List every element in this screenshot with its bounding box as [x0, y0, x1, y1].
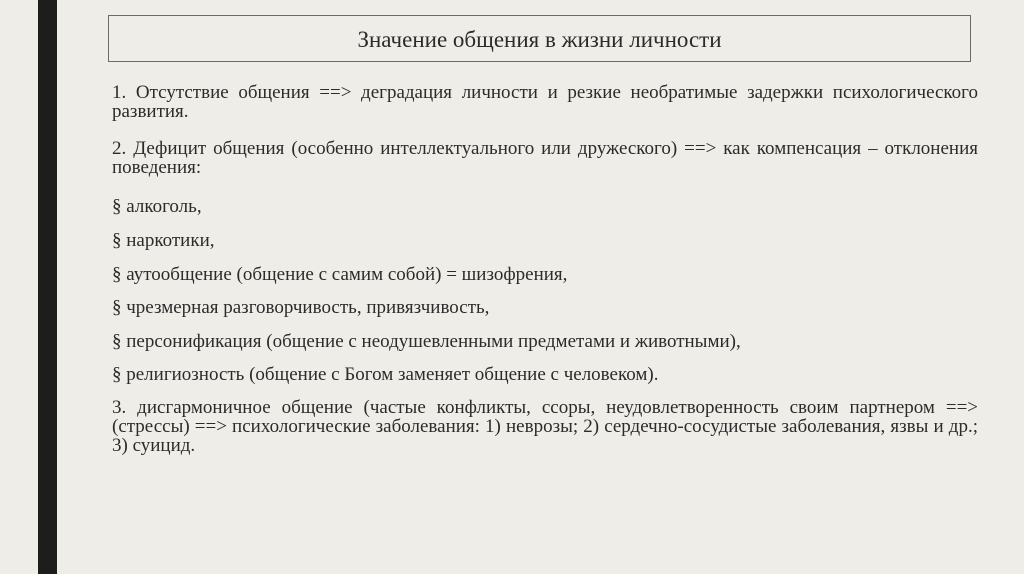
- section-sign-icon: §: [112, 196, 122, 217]
- paragraph-1: 1. Отсутствие общения ==> деградация личности и резкие необратимые задержки психологического развития.: [112, 82, 978, 122]
- bullet-item: [112, 265, 567, 284]
- bullet-item: [112, 298, 489, 317]
- left-accent-bar: [38, 0, 57, 574]
- title-box: [108, 15, 971, 62]
- bullet-text: аутообщение (общение с самим собой) = шизофрения,: [126, 264, 568, 285]
- bullet-text: чрезмерная разговорчивость, привязчивость,: [126, 297, 490, 318]
- slide-title: Значение общения в жизни личности: [357, 26, 722, 52]
- bullet-text: персонификация (общение с неодушевленными предметами и животными),: [126, 331, 741, 352]
- bullet-text: алкоголь,: [126, 196, 202, 217]
- section-sign-icon: §: [112, 331, 122, 352]
- paragraph-2: 2. Дефицит общения (особенно интеллектуального или дружеского) ==> как компенсация – отклонения поведения:: [112, 138, 978, 178]
- bullet-item: [112, 197, 202, 216]
- bullet-item: [112, 332, 741, 351]
- section-sign-icon: §: [112, 264, 122, 285]
- bullet-text: наркотики,: [126, 230, 215, 251]
- bullet-item: [112, 231, 215, 250]
- paragraph-3: 3. дисгармоничное общение (частые конфликты, ссоры, неудовлетворенность своим партнером ==> (стрессы) ==> психологические заболевания: 1) неврозы; 2) сердечно-сосудистые заболевания, язвы и др.; 3) суицид.: [112, 397, 978, 456]
- bullet-item: [112, 365, 658, 384]
- section-sign-icon: §: [112, 297, 122, 318]
- section-sign-icon: §: [112, 230, 122, 251]
- bullet-text: религиозность (общение с Богом заменяет общение с человеком).: [126, 364, 659, 385]
- section-sign-icon: §: [112, 364, 122, 385]
